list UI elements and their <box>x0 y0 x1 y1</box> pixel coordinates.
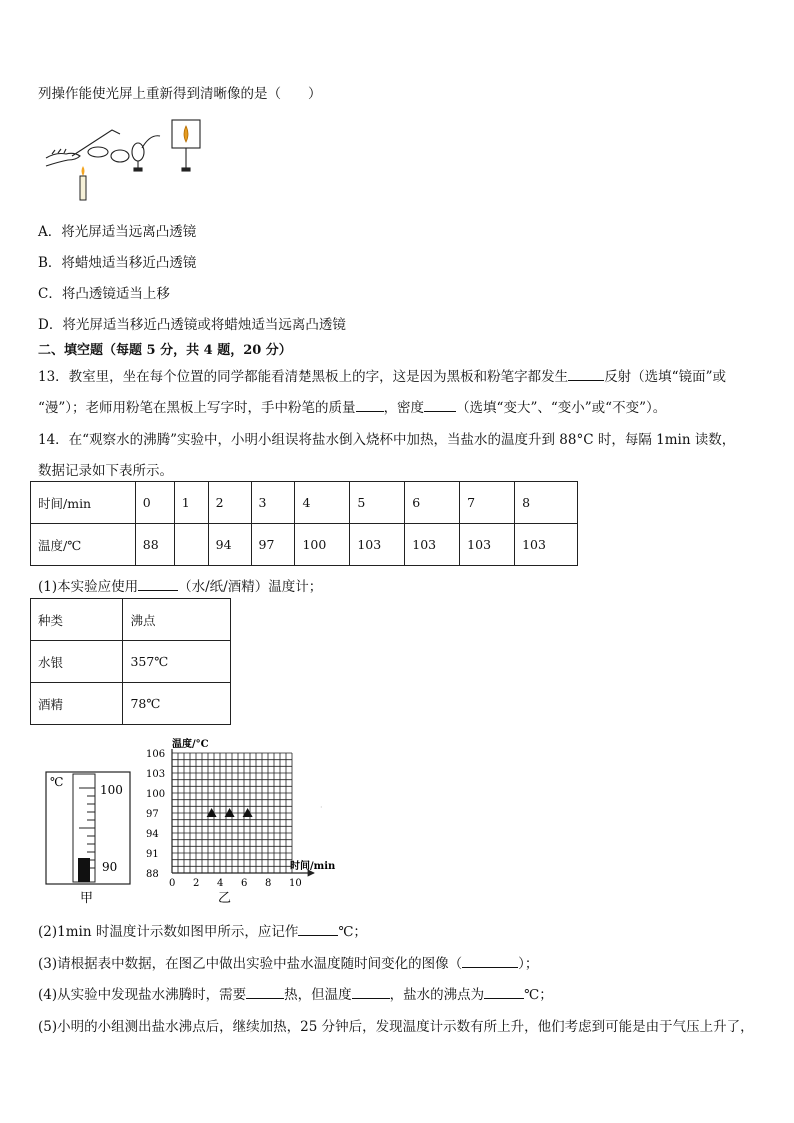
convex-lens-icon <box>132 143 144 161</box>
table-row <box>31 524 578 566</box>
time-cell: 7 <box>460 482 515 524</box>
question-12-stem: 列操作能使光屏上重新得到清晰像的是（ ） <box>38 86 322 102</box>
y-tick-label: 106 <box>146 749 166 760</box>
time-cell: 3 <box>251 482 295 524</box>
blank-13-3[interactable] <box>424 397 456 412</box>
blank-14-1[interactable] <box>138 576 178 591</box>
boiling-point-table <box>30 598 231 725</box>
y-tick-label: 88 <box>146 869 159 880</box>
q13-text-e: （选填“变大”、“变小”或“不变”）。 <box>456 400 667 416</box>
option-c: C．将凸透镜适当上移 <box>38 286 170 302</box>
figure-yi-caption: 乙 <box>218 891 232 906</box>
blank-14-2[interactable] <box>298 921 338 936</box>
blank-13-1[interactable] <box>568 366 604 381</box>
table-row <box>31 599 231 641</box>
thermo-lower-label: 90 <box>102 860 118 874</box>
sub2-text-a: (2)1min 时温度计示数如图甲所示，应记作 <box>38 924 299 940</box>
optics-apparatus-figure <box>42 118 202 202</box>
blank-13-2[interactable] <box>356 397 384 412</box>
temp-cell: 97 <box>251 524 295 566</box>
q13-text-b: 反射（选填“镜面”或 <box>604 369 726 385</box>
q13-text-d: ，密度 <box>383 400 425 416</box>
graph-ylabel: 温度/°C <box>172 739 209 750</box>
option-d: D．将光屏适当移近凸透镜或将蜡烛适当远离凸透镜 <box>38 317 346 333</box>
time-cell: 1 <box>174 482 208 524</box>
faint-mark: · <box>320 803 323 812</box>
sub-question-4 <box>38 983 553 1003</box>
bp-cell: 78℃ <box>123 683 231 725</box>
q13-text-c: “漫”）；老师用粉笔在黑板上写字时，手中粉笔的质量 <box>38 400 356 416</box>
temp-cell: 103 <box>460 524 515 566</box>
blank-14-5[interactable] <box>352 984 390 999</box>
y-tick-label: 94 <box>146 829 159 840</box>
sub4-text-d: ℃； <box>524 987 553 1003</box>
time-cell: 5 <box>350 482 405 524</box>
question-13-line-2 <box>38 396 666 416</box>
table-row <box>31 683 231 725</box>
temperature-graph <box>140 736 340 908</box>
data-table <box>30 481 578 566</box>
temp-cell: 88 <box>135 524 174 566</box>
flame-image-icon <box>184 126 188 142</box>
sub-question-3 <box>38 952 538 972</box>
question-13-line-1 <box>38 365 726 385</box>
kind-cell: 水银 <box>31 641 123 683</box>
sub4-text-b: 热，但温度 <box>284 987 352 1003</box>
x-tick-label: 10 <box>289 878 302 889</box>
hand-icon <box>46 153 80 166</box>
blank-14-6[interactable] <box>484 984 524 999</box>
x-tick-label: 0 <box>169 878 176 889</box>
x-tick-label: 8 <box>265 878 272 889</box>
table-row <box>31 641 231 683</box>
blank-14-4[interactable] <box>246 984 284 999</box>
x-tick-label: 4 <box>217 878 224 889</box>
section-title: 二、填空题（每题 5 分，共 4 题，20 分） <box>38 343 292 358</box>
sub-question-5: (5)小明的小组测出盐水沸点后，继续加热，25 分钟后，发现温度计示数有所上升，他们考虑到可能是由于气压上升了， <box>38 1019 754 1035</box>
question-14-line-1: 14．在“观察水的沸腾”实验中，小明小组误将盐水倒入烧杯中加热，当盐水的温度升到 88°C 时，每隔 1min 读数， <box>38 432 736 448</box>
sub3-text-a: (3)请根据表中数据，在图乙中做出实验中盐水温度随时间变化的图像（ <box>38 956 463 972</box>
y-tick-label: 91 <box>146 849 159 860</box>
temp-label-cell: 温度/℃ <box>31 524 136 566</box>
y-tick-label: 100 <box>146 789 166 800</box>
sub-question-1 <box>38 575 322 595</box>
thermometer-figure <box>40 768 140 908</box>
time-label-cell: 时间/min <box>31 482 136 524</box>
bp-header: 沸点 <box>123 599 231 641</box>
time-cell: 4 <box>295 482 350 524</box>
candle-icon <box>80 166 86 200</box>
sub1-text-b: （水/纸/酒精）温度计； <box>178 579 323 595</box>
bp-cell: 357℃ <box>123 641 231 683</box>
thermo-unit: ℃ <box>50 775 64 789</box>
table-row <box>31 482 578 524</box>
sub2-text-b: ℃； <box>338 924 367 940</box>
temp-cell: 103 <box>350 524 405 566</box>
sub4-text-c: ，盐水的沸点为 <box>389 987 485 1003</box>
temp-cell: 103 <box>515 524 578 566</box>
temp-cell: 100 <box>295 524 350 566</box>
thermo-upper-label: 100 <box>100 783 123 797</box>
mercury-column <box>78 858 90 882</box>
sub4-text-a: (4)从实验中发现盐水沸腾时，需要 <box>38 987 247 1003</box>
figure-jia-caption: 甲 <box>80 891 94 906</box>
time-cell: 2 <box>208 482 251 524</box>
y-tick-label: 103 <box>146 769 166 780</box>
option-a: A．将光屏适当远离凸透镜 <box>38 224 197 240</box>
time-cell: 0 <box>135 482 174 524</box>
option-b: B．将蜡烛适当移近凸透镜 <box>38 255 197 271</box>
graph-xlabel: 时间/min <box>290 861 336 872</box>
x-tick-label: 2 <box>193 878 200 889</box>
kind-cell: 酒精 <box>31 683 123 725</box>
temp-cell: 103 <box>405 524 460 566</box>
y-tick-label: 97 <box>146 809 159 820</box>
question-14-line-2: 数据记录如下表所示。 <box>38 463 173 479</box>
temp-cell: 94 <box>208 524 251 566</box>
blank-14-3[interactable] <box>462 953 518 968</box>
sub-question-2 <box>38 920 367 940</box>
sub3-text-b: ）； <box>518 956 539 972</box>
time-cell: 8 <box>515 482 578 524</box>
q13-text-a: 13．教室里，坐在每个位置的同学都能看清楚黑板上的字，这是因为黑板和粉笔字都发生 <box>38 369 569 385</box>
x-tick-label: 6 <box>241 878 248 889</box>
temp-cell[interactable] <box>174 524 208 566</box>
sub1-text-a: (1)本实验应使用 <box>38 579 139 595</box>
kind-header: 种类 <box>31 599 123 641</box>
time-cell: 6 <box>405 482 460 524</box>
